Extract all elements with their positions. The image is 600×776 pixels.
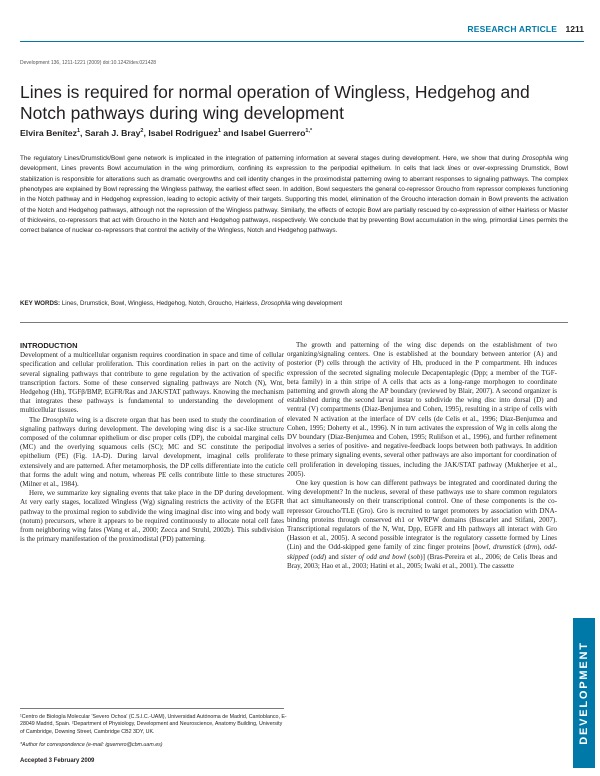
corresponding-author: *Author for correspondence (e-mail: iguerrero@cbm.uam.es) — [20, 742, 163, 748]
paragraph: Development of a multicellular organism requires coordination in space and time of cellular specification and cellular proliferation. This coordination relies in part on the activity of several signaling pathways that contribute to gene regulation by the activation of specific transcription factors. Some of these conserved signaling pathways are Notch (N), Wnt, Hedgehog (Hh), TGFβ/BMP, EGFR/Ras and JAK/STAT pathways. Knowing the mechanism that integrates these pathways is fundamental to understanding the development of multicellular tissues. — [20, 351, 284, 415]
paragraph: The growth and patterning of the wing disc depends on the establishment of two organizing/signaling centers. One is established at the boundary between anterior (A) and posterior (P) cells through the activity of Hh, produced in the P compartment. Hh induces expression of the secreted signaling molecule Decapentaplegic (Dpp; a member of the TGF-beta family) in a thin stripe of A cells that acts as a long-range morphogen to coordinate patterning and growth along the AP boundary (reviewed by Blair, 2007). A second organizer is established during the second larval instar to subdivide the wing disc into dorsal (D) and ventral (V) compartments (Diaz-Benjumea and Cohen, 1995), resulting in a stripe of cells with elevated N activation at the interface of DV cells (de Celis et al., 1996; Diaz-Benjumea and Cohen, 1995; Doherty et al., 1996). N in turn activates the expression of Wg in cells along the DV boundary (Diaz-Benjumea and Cohen, 1995; Rulifson et al., 1996), and further refinement involves a series of positive- and negative-feedback loops between both pathways. In addition to these primary signaling events, several other pathways are also important for coordination of cell proliferation in developing tissues, including the JAK/STAT pathway (Mukherjee et al., 2005). — [287, 341, 557, 478]
paragraph: One key question is how can different pathways be integrated and coordinated during the wing development? In the nucleus, several of these pathways use to share common regulators that act simultaneously on their transcriptional control. One of these components is the co-repressor Groucho/TLE (Gro). Gro is recruited to target promoters by association with DNA-binding proteins through conserved eh1 or WRPW domains (Buscarlet and Stifani, 2007). Transcriptional regulators of the N, Wnt, Dpp, EGFR and Hh pathways all interact with Gro (Hasson et al., 2005). A second possible integrator is the regulatory cassette formed by Lines (Lin) and the Odd-skipped gene family of zinc finger proteins [bowl, drumstick (drm), odd-skipped (odd) and sister of odd and bowl (sob)] (Bras-Pereira et al., 2006; de Celis Ibeas and Bray, 2003; Hao et al., 2003; Hatini et al., 2005; Iwaki et al., 2001). The cassette — [287, 479, 558, 570]
author-name: Elvira Benítez — [20, 128, 77, 138]
affiliations: ¹Centro de Biología Molecular 'Severo Ochoa' (C.S.I.C.-UAM), Universidad Autónoma de Madrid, Cantoblanco, E-28049 Madrid, Spain. ²Department of Physiology, Development and Neuroscience, Anatomy Building, University of Cambridge, Downing Street, Cambridge CB2 3DY, UK. — [20, 714, 287, 735]
keywords-label: KEY WORDS: — [20, 300, 61, 307]
author-affiliation-mark: 2 — [140, 128, 144, 135]
section-label: RESEARCH ARTICLE — [467, 24, 558, 34]
section-divider — [20, 322, 568, 323]
citation: Development 136, 1211-1221 (2009) doi:10.1242/dev.021428 — [20, 60, 157, 66]
body-column-right — [287, 341, 557, 571]
paragraph: The Drosophila wing is a discrete organ that has been used to study the coordination of signaling pathways during development. The developing wing disc is a sac-like structure composed of the columnar epithelium or disc proper cells (DP), the cuboidal marginal cells (MC) and the overlying squamous cells (SC); MC and SC constitute the peripodial epithelium (PE) (Fig. 1A-D). During larval development, imaginal cells proliferate extensively and are patterned. After metamorphosis, the DP cells differentiate into the cuticle that forms the adult wing and notum, whereas PE cells contribute little to these structures (Milner et al., 1984). — [20, 415, 285, 489]
article-title: Lines is required for normal operation of Wingless, Hedgehog and Notch pathways during wing development — [20, 82, 530, 123]
author-list: Elvira Benítez$^1$, Sarah J. Bray$^2$, Isabel Rodriguez$^1$ and Isabel Guerrero$^{1,*}$ — [20, 128, 313, 138]
header-rule — [20, 41, 584, 42]
author-affiliation-mark: 1 — [76, 128, 81, 135]
author-affiliation-mark: 1 — [217, 128, 221, 135]
section-heading: INTRODUCTION — [20, 341, 78, 350]
paragraph: Here, we summarize key signaling events that take place in the DP during development. At very early stages, localized Wingless (Wg) signaling restricts the activity of the EGFR pathway to the proximal region to subdivide the wing imaginal disc into wing and body wall (notum) precursors, where it appears to be required continuously to allocate notal cell fates from neighboring wing fates (Wang et al., 2000; Zecca and Struhl, 2002b). This subdivision is the primary manifestation of the proximodistal (PD) patterning. — [20, 489, 284, 544]
author-affiliation-mark: 1,* — [305, 128, 313, 135]
body-column-left — [20, 341, 284, 544]
journal-sidebar-tab — [573, 618, 595, 768]
author-name: Sarah J. Bray — [84, 128, 141, 138]
author-name: Isabel Guerrero — [241, 128, 306, 138]
author-name: Isabel Rodriguez — [148, 128, 218, 138]
running-header — [467, 24, 584, 34]
sidebar-label: DEVELOPMENT — [578, 641, 590, 745]
page-number: 1211 — [565, 24, 584, 34]
accepted-date: Accepted 3 February 2009 — [20, 758, 95, 764]
abstract: The regulatory Lines/Drumstick/Bowl gene network is implicated in the integration of patterning information at several stages during development. Here, we show that during Drosophila wing development, Lines prevents Bowl accumulation in the wing primordium, confining its expression to the peripodial epithelium. In cells that lack lines or over-expressing Drumstick, Bowl stabilization is responsible for alterations such as dramatic overgrowths and cell identity changes in the proximodistal patterning owing to aberrant responses to signaling pathways. The complex phenotypes are explained by Bowl repressing the Wingless pathway, the earliest effect seen. In addition, Bowl sequesters the general co-repressor Groucho from repressor complexes functioning in the Notch pathway and in Hedgehog expression, leading to ectopic activity of their targets. Supporting this model, elimination of the Groucho interaction domain in Bowl prevents the activation of the Notch and Hedgehog pathways, although not the repression of the Wingless pathway. Similarly, the effects of ectopic Bowl are partially rescued by co-expression of either Hairless or Master of thickveins, co-repressors that act with Groucho in the Notch and Hedgehog pathways, respectively. We conclude that by preventing Bowl accumulation in the wing, primordial Lines permits the correct balance of nuclear co-repressors that control the activity of the Wingless, Notch and Hedgehog pathways. — [20, 155, 568, 235]
keywords: KEY WORDS: Lines, Drumstick, Bowl, Wingless, Hedgehog, Notch, Groucho, Hairless, Drosophila wing development — [20, 300, 343, 307]
footnote-rule — [20, 708, 284, 709]
